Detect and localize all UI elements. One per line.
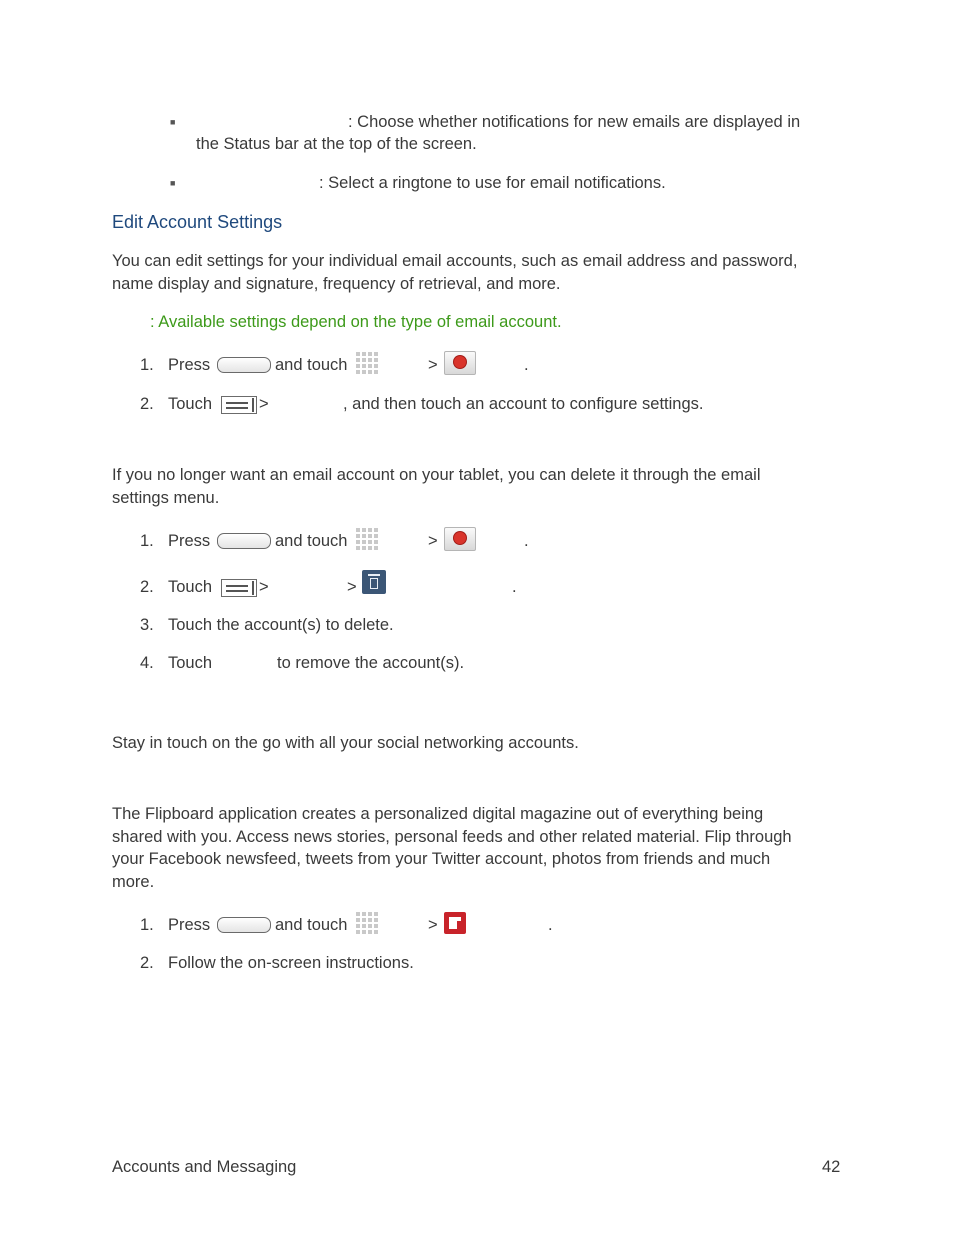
bullet-text: : Choose whether notifications for new emails are displayed in xyxy=(348,113,801,131)
bullet-text-continuation: the Status bar at the top of the screen. xyxy=(196,135,477,153)
step-text: and touch xyxy=(275,532,348,550)
step-text: . xyxy=(524,532,529,550)
footer-section-title: Accounts and Messaging xyxy=(112,1158,297,1176)
step-number: 1. xyxy=(140,532,154,550)
step-number: 1. xyxy=(140,356,154,374)
paragraph-line: name display and signature, frequency of retrieval, and more. xyxy=(112,275,561,293)
step-text: Touch xyxy=(168,395,213,413)
paragraph-line: If you no longer want an email account on your tablet, you can delete it through the email xyxy=(112,466,761,484)
paragraph-line: The Flipboard application creates a personalized digital magazine out of everything being xyxy=(112,805,764,823)
email-app-icon xyxy=(444,527,476,551)
step-number: 2. xyxy=(140,395,154,413)
home-key-icon xyxy=(217,917,271,933)
step-text: > xyxy=(428,532,438,550)
step-text: and touch xyxy=(275,916,348,934)
bullet-marker: ■ xyxy=(170,117,176,127)
step-number: 1. xyxy=(140,916,154,934)
step-number: 2. xyxy=(140,578,154,596)
paragraph-line: your Facebook newsfeed, tweets from your Twitter account, photos from friends and much xyxy=(112,850,771,868)
step-text: > xyxy=(259,395,269,413)
home-key-icon xyxy=(217,357,271,373)
step-text: Touch xyxy=(168,654,213,672)
paragraph-line: settings menu. xyxy=(112,489,220,507)
step-text: > xyxy=(428,356,438,374)
step-text: > xyxy=(259,578,269,596)
section-heading: Edit Account Settings xyxy=(112,212,283,232)
paragraph-line: more. xyxy=(112,873,155,891)
step-text: , and then touch an account to configure settings. xyxy=(343,395,704,413)
step-text: and touch xyxy=(275,356,348,374)
step-text: > xyxy=(428,916,438,934)
flipboard-app-icon xyxy=(444,912,466,934)
apps-icon xyxy=(356,912,378,934)
step-text: Follow the on-screen instructions. xyxy=(168,954,414,972)
step-number: 4. xyxy=(140,654,154,672)
step-text: Press xyxy=(168,916,211,934)
step-text: Press xyxy=(168,356,211,374)
apps-icon xyxy=(356,528,378,550)
paragraph-line: shared with you. Access news stories, personal feeds and other related material. Flip through xyxy=(112,828,792,846)
paragraph-line: Stay in touch on the go with all your social networking accounts. xyxy=(112,734,579,752)
delete-icon xyxy=(362,570,386,594)
menu-key-icon xyxy=(221,396,257,414)
step-text: > xyxy=(347,578,357,596)
step-number: 3. xyxy=(140,616,154,634)
menu-key-icon xyxy=(221,579,257,597)
step-text: to remove the account(s). xyxy=(277,654,465,672)
paragraph-line: You can edit settings for your individual email accounts, such as email address and password, xyxy=(112,252,798,270)
apps-icon xyxy=(356,352,378,374)
page-number: 42 xyxy=(822,1158,841,1176)
step-text: Touch xyxy=(168,578,213,596)
step-text: Touch the account(s) to delete. xyxy=(168,616,394,634)
step-text: Press xyxy=(168,532,211,550)
step-number: 2. xyxy=(140,954,154,972)
step-text: . xyxy=(548,916,553,934)
step-text: . xyxy=(524,356,529,374)
email-app-icon xyxy=(444,351,476,375)
step-text: . xyxy=(512,578,517,596)
bullet-marker: ■ xyxy=(170,178,176,188)
bullet-text: : Select a ringtone to use for email notifications. xyxy=(319,174,666,192)
home-key-icon xyxy=(217,533,271,549)
note-text: : Available settings depend on the type of email account. xyxy=(150,313,562,331)
